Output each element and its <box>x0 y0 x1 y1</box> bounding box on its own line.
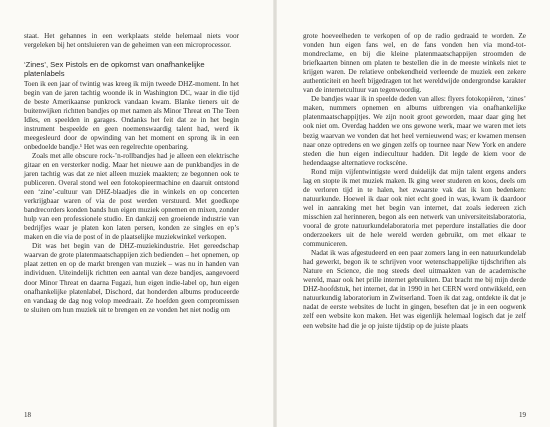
right-page <box>277 0 550 427</box>
paragraph: De bandjes waar ik in speelde deden van alles: flyers fotokopiëren, ‘zines’ maken, nummers opnemen en albums uitbrengen via onafhankelijke platenmaatschappijtjes. We zijn nooit groot geworden, maar daar ging het ook niet om. Overdag hadden we ons gewone werk, maar we waren met iets bezig waarvan we vonden dat het heel vernieuwend was; er kwamen mensen naar onze optredens en we gingen zelfs op tournee naar New York en andere steden die hun eigen indiecultuur hadden. Dit legde de kiem voor de hedendaagse alternatieve rockscène. <box>303 95 526 167</box>
left-page <box>0 0 273 427</box>
page-number: 18 <box>24 411 31 419</box>
right-page-text <box>303 32 526 331</box>
page-number: 19 <box>519 411 526 419</box>
paragraph: Nadat ik was afgestudeerd en een paar zomers lang in een natuurkundelab had gewerkt, begon ik te schrijven voor wetenschappelijke tijdschriften als Nature en Science, die nog steeds deel uitmaakten van de academische wereld, maar ook het prille internet gebruikten. Dat bracht me bij mijn derde DHZ-hoofdstuk, het internet, dat in 1990 in het CERN werd ontwikkeld, een natuurkundig laboratorium in Zwitserland. Toen ik dat zag, ontdekte ik dat je nadat de eerste websites de lucht in gingen, beseften dat je in een oogwenk zelf een website kon maken. Het was eigenlijk helemaal logisch dat je zelf een website had die je op juiste tijdstip op de juiste plaats <box>303 249 526 330</box>
paragraph: Dit was het begin van de DHZ-muziekindustrie. Het gereedschap waarvan de grote platenmaatschappijen zich bedienden – het opnemen, op plaat zetten en op de markt brengen van muziek – was nu in handen van individuen. Uiteindelijk richtten een aantal van deze bandjes, aangevoerd door Minor Threat en daarna Fugazi, hun eigen indie-label op, hun eigen onafhankelijke platenlabel, Dischord, dat honderden albums produceerde en vandaag de dag nog volop meedraait. Ze hoefden geen compromissen te sluiten om hun muziek uit te brengen en ze vonden het niet nodig om <box>24 242 239 314</box>
left-page-text <box>24 32 239 315</box>
paragraph: staat. Het gehannes in een werkplaats stelde helemaal niets voor vergeleken bij het ontsluieren van de geheimen van een microprocessor. <box>24 32 239 50</box>
paragraph: Toen ik een jaar of twintig was kreeg ik mijn tweede DHZ-moment. In het begin van de jaren tachtig woonde ik in Washington DC, waar in die tijd de beste Amerikaanse punkrock vandaan kwam. Blanke tieners uit de buitenwijken richtten bandjes op met namen als Minor Threat en The Teen Idles, en speelden in garages. Ondanks het feit dat ze in het begin instrument bespeelde en geen noemenswaardig talent had, werd ik meegesleurd door de opwinding van het moment en sprong ik in een onbedoelde bandje.¹ Het was een regelrechte openbaring. <box>24 79 239 151</box>
paragraph: Zoals met alle obscure rock-’n-rollbandjes had je alleen een elektrische gitaar en en versterker nodig. Maar het nieuwe aan de punkbandjes in de jaren tachtig was dat ze niet alleen muziek maakten; ze begonnen ook te publiceren. Overal stond wel een fotokopieermachine en daaruit ontstond een ‘zine’-cultuur van DHZ-blaadjes die in winkels en op concerten verkrijgbaar waren of via de post werden verstuurd. Met goedkope bandrecorders konden bands hun eigen muziek opnemen en mixen, zonder hulp van een professionele studio. En dankzij een groeiende industrie van bedrijfjes waar je platen kon laten persen, konden ze singles en ep’s maken en die via de post of in de plaatselijke muziekwinkel verkopen. <box>24 151 239 242</box>
paragraph: Rond mijn vijfentwintigste werd duidelijk dat mijn talent ergens anders lag en stopte ik met muziek maken. Ik ging weer studeren en koos, deels om de verloren tijd in te halen, het zwaarste vak dat ik kon bedenken: natuurkunde. Hoewel ik daar ook niet echt goed in was, kwam ik daardoor wel in aanraking met het begin van internet, dat zoals iedereen zich misschien zal herinneren, begon als een netwerk van universiteitslaboratoria, vooral de grote natuurkundelaboratoria met peperdure installaties die door onderzoekers uit de hele wereld werden gebruikt, om met elkaar te communiceren. <box>303 167 526 249</box>
section-heading: ‘Zines’, Sex Pistols en de opkomst van onafhankelijke platenlabels <box>24 60 205 79</box>
paragraph: grote hoeveelheden te verkopen of op de radio gedraaid te worden. Ze vonden hun eigen fans wel, en de fans vonden hen via mond-tot-mondreclame, en bij die kleine platenmaatschappijen stroomden de briefkaarten binnen om platen te bestellen die in de meeste winkels niet te krijgen waren. De relatieve onbekendheid verleende de muziek een zekere authenticiteit en heeft bijgedragen tot het wereldwijde ondergrondse karakter van de internetcultuur van tegenwoordig. <box>303 32 526 95</box>
